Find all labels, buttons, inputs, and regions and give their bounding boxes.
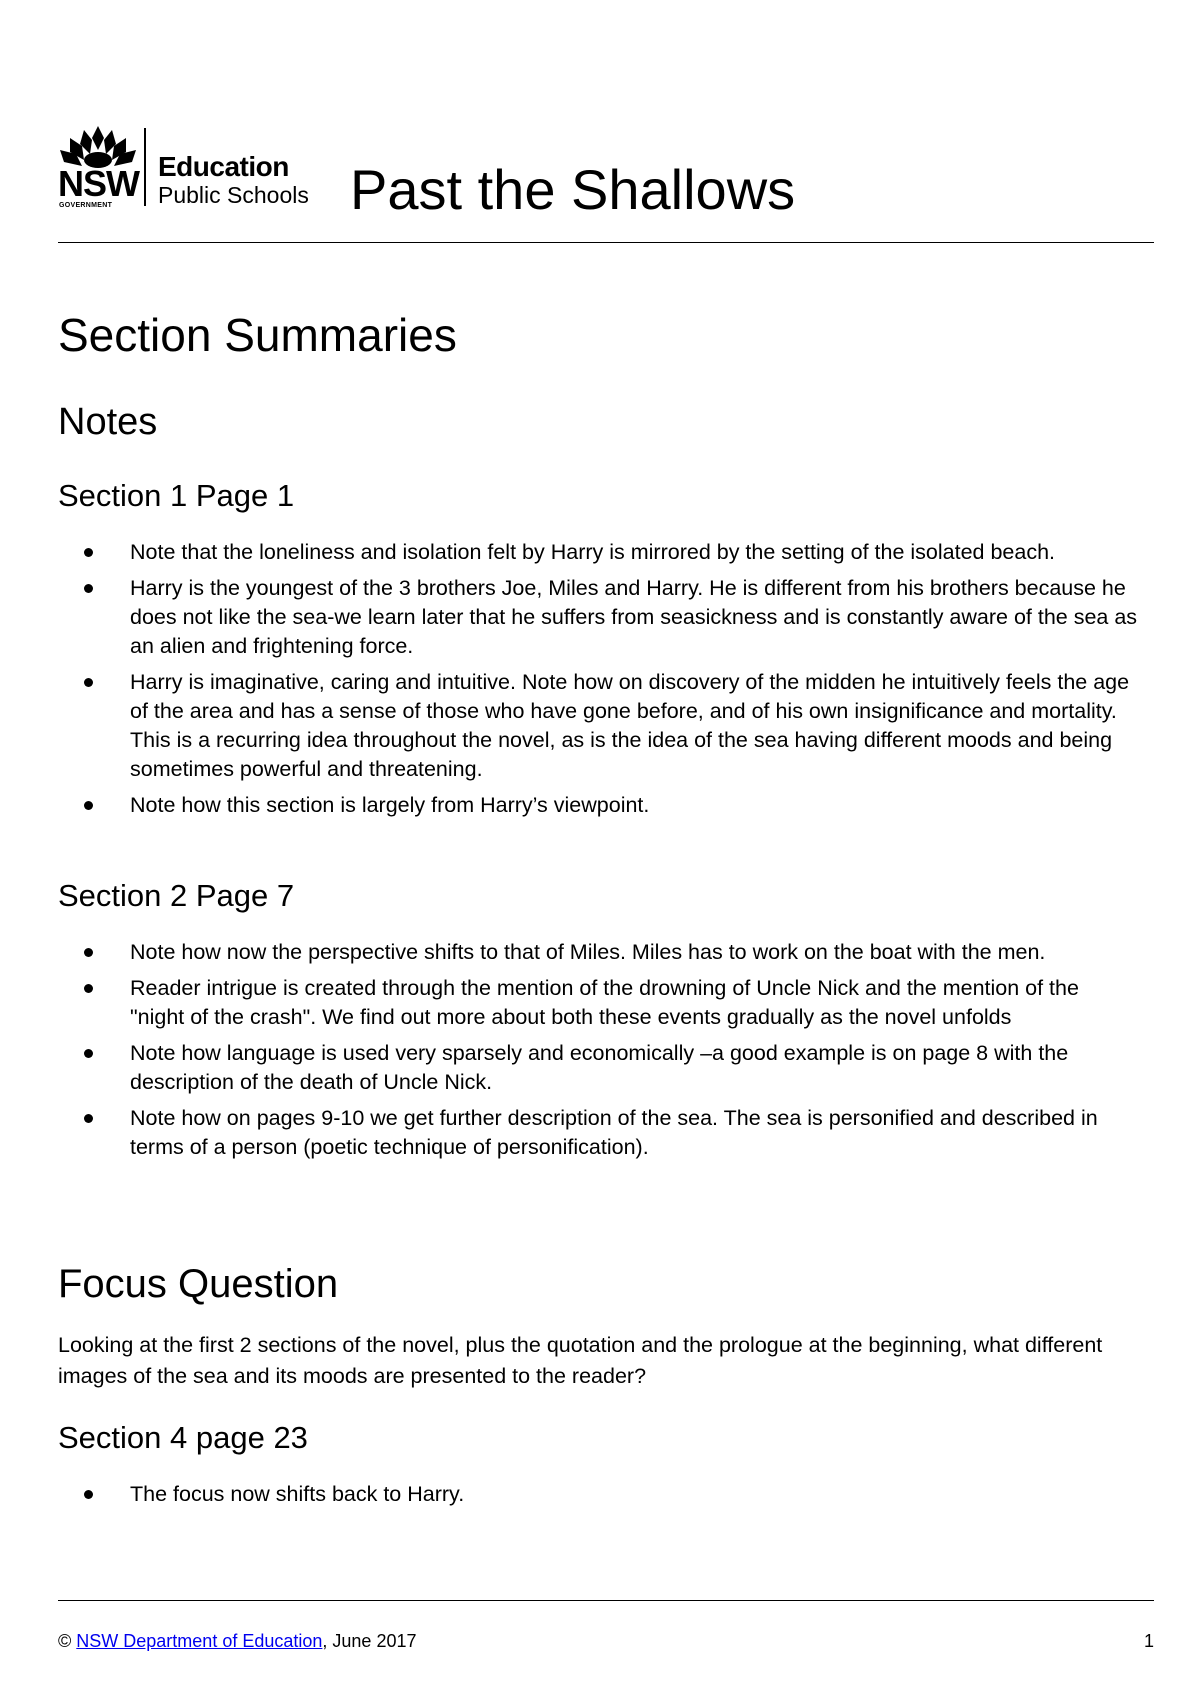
section-1-list xyxy=(58,538,1138,827)
list-item: The focus now shifts back to Harry. xyxy=(58,1480,1138,1509)
focus-question-text: Looking at the first 2 sections of the novel, plus the quotation and the prologue at the beginning, what different images of the sea and its moods are presented to the reader? xyxy=(58,1333,1103,1388)
section-2-list xyxy=(58,938,1138,1169)
section-4-heading: Section 4 page 23 xyxy=(58,1420,308,1455)
logo-government-text: GOVERNMENT xyxy=(59,202,113,209)
section-1-heading: Section 1 Page 1 xyxy=(58,478,295,513)
bullet-icon xyxy=(84,948,93,957)
list-item: Note that the loneliness and isolation felt by Harry is mirrored by the setting of the isolated beach. xyxy=(58,538,1138,567)
page-number: 1 xyxy=(1143,1631,1154,1651)
section-4-list xyxy=(58,1480,1138,1516)
notes-heading: Notes xyxy=(58,401,158,443)
list-item: Note how now the perspective shifts to that of Miles. Miles has to work on the boat with the men. xyxy=(58,938,1138,967)
bullet-icon xyxy=(84,1114,93,1123)
logo-divider xyxy=(144,128,146,206)
page-header xyxy=(58,120,1154,220)
bullet-icon xyxy=(84,801,93,810)
bullet-icon xyxy=(84,548,93,557)
section-summaries-heading: Section Summaries xyxy=(58,309,457,361)
focus-question-heading: Focus Question xyxy=(58,1262,339,1306)
nsw-department-link[interactable]: NSW Department of Education xyxy=(76,1631,323,1651)
footer-divider xyxy=(58,1600,1154,1601)
nsw-education-logo xyxy=(58,120,338,208)
logo-education-text: Education xyxy=(158,151,289,182)
list-item: Note how this section is largely from Harry’s viewpoint. xyxy=(58,791,1138,820)
logo-nsw-text: NSW xyxy=(58,163,139,204)
list-item: Harry is imaginative, caring and intuitive. Note how on discovery of the midden he intuitively feels the age of the area and has a sense of those who have gone before, and of his own insignificance and mortality. This is a recurring idea throughout the novel, as is the idea of the sea having different moods and being sometimes powerful and threatening. xyxy=(58,668,1138,784)
logo-public-schools-text: Public Schools xyxy=(158,182,309,208)
bullet-icon xyxy=(84,1049,93,1058)
list-item: Note how language is used very sparsely and economically –a good example is on page 8 with the description of the death of Uncle Nick. xyxy=(58,1039,1138,1097)
list-item: Harry is the youngest of the 3 brothers Joe, Miles and Harry. He is different from his brothers because he does not like the sea-we learn later that he suffers from seasickness and is constantly aware of the sea as an alien and frightening force. xyxy=(58,574,1138,661)
page-footer xyxy=(58,1630,1154,1652)
bullet-icon xyxy=(84,584,93,593)
bullet-icon xyxy=(84,984,93,993)
bullet-icon xyxy=(84,678,93,687)
list-item: Reader intrigue is created through the mention of the drowning of Uncle Nick and the mention of the "night of the crash". We find out more about both these events gradually as the novel unfolds xyxy=(58,974,1138,1032)
section-2-heading: Section 2 Page 7 xyxy=(58,878,295,913)
copyright-symbol: © xyxy=(58,1631,72,1651)
bullet-icon xyxy=(84,1490,93,1499)
footer-date: , June 2017 xyxy=(322,1631,417,1651)
document-title: Past the Shallows xyxy=(350,158,796,221)
list-item: Note how on pages 9-10 we get further description of the sea. The sea is personified and described in terms of a person (poetic technique of personification). xyxy=(58,1104,1138,1162)
header-divider xyxy=(58,242,1154,243)
